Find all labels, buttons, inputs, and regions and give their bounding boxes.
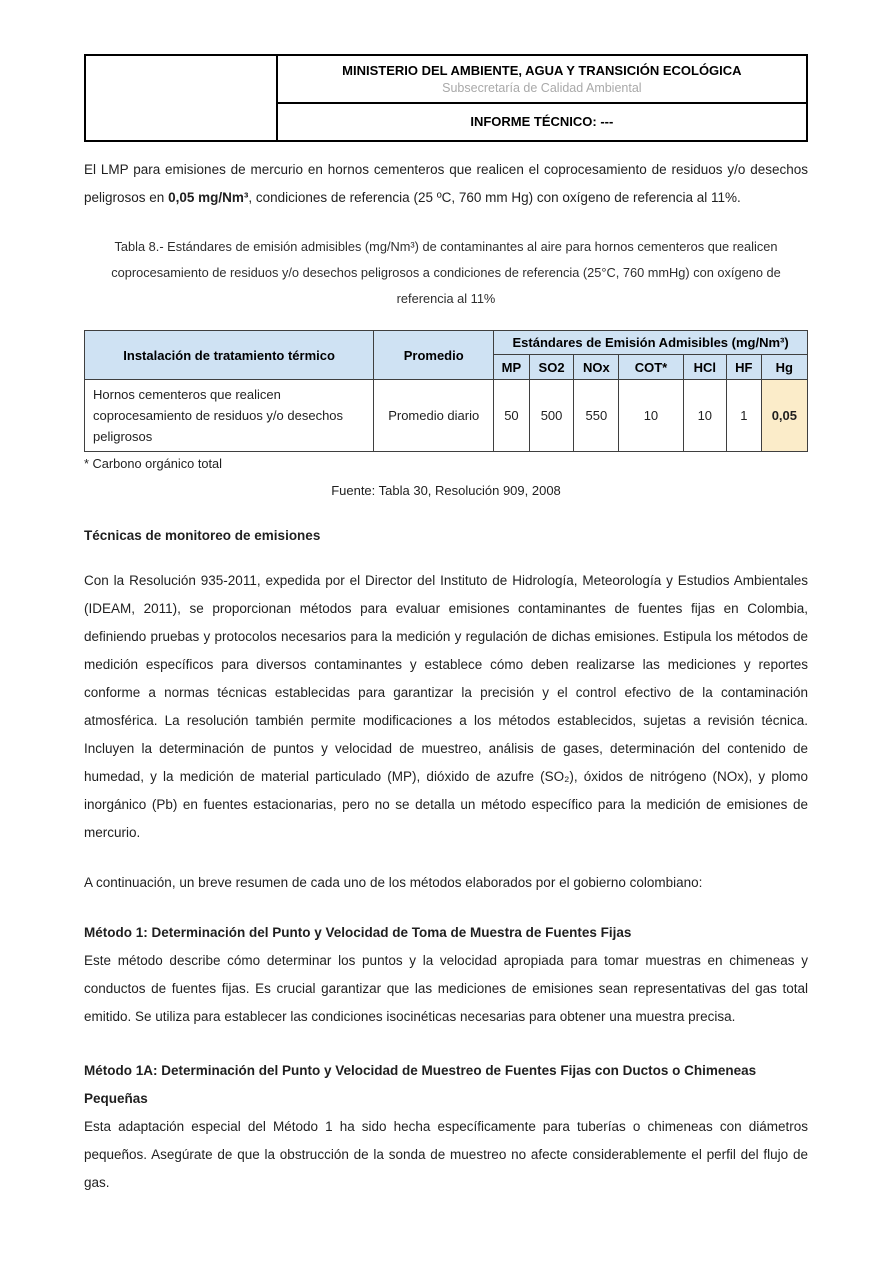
column-header-hg: Hg (761, 355, 807, 380)
column-header-cot: COT* (619, 355, 683, 380)
ministry-subtitle: Subsecretaría de Calidad Ambiental (442, 81, 642, 95)
table8-source: Fuente: Tabla 30, Resolución 909, 2008 (331, 483, 561, 498)
document-header-table (84, 54, 808, 142)
paragraph-lmp-part1: El LMP para emisiones de mercurio en hornos cementeros que realicen el coprocesamiento de residuos y/o desechos peligrosos en (84, 162, 808, 205)
cell-hg-value-highlighted: 0,05 (761, 380, 807, 452)
cell-hf-value: 1 (726, 380, 761, 452)
cell-average: Promedio diario (374, 380, 494, 452)
paragraph-method1a: Esta adaptación especial del Método 1 ha sido hecha específicamente para tuberías o chimeneas con diámetros pequeños. Asegúrate de que la obstrucción de la sonda de muestreo no afecte considerablemente el perfil del flujo de gas. (84, 1119, 808, 1190)
ministry-cell (277, 55, 807, 103)
heading-method1a: Método 1A: Determinación del Punto y Velocidad de Muestreo de Fuentes Fijas con Ductos o Chimeneas Pequeñas (84, 1063, 757, 1106)
table8-footnote: * Carbono orgánico total (84, 456, 223, 471)
logo-cell (85, 55, 277, 141)
report-title: INFORME TÉCNICO: --- (470, 114, 614, 129)
table-row (85, 380, 808, 452)
report-cell (277, 103, 807, 141)
column-group-header-standards: Estándares de Emisión Admisibles (mg/Nm³) (494, 331, 808, 355)
paragraph-lmp-part2: , condiciones de referencia (25 ºC, 760 mm Hg) con oxígeno de referencia al 11%. (248, 190, 741, 205)
paragraph-methods-intro: A continuación, un breve resumen de cada uno de los métodos elaborados por el gobierno colombiano: (84, 875, 703, 890)
table8-caption: Tabla 8.- Estándares de emisión admisibles (mg/Nm³) de contaminantes al aire para hornos cementeros que realicen coprocesamiento de residuos y/o desechos peligrosos a condiciones de referencia (25°C, 760 mmHg) con oxígeno de referencia al 11% (111, 239, 781, 306)
column-header-nox: NOx (574, 355, 619, 380)
cell-installation: Hornos cementeros que realicen coprocesamiento de residuos y/o desechos peligrosos (85, 380, 374, 452)
ministry-title: MINISTERIO DEL AMBIENTE, AGUA Y TRANSICIÓN ECOLÓGICA (342, 63, 742, 78)
column-header-so2: SO2 (529, 355, 574, 380)
column-header-average: Promedio (374, 331, 494, 380)
column-header-installation: Instalación de tratamiento térmico (85, 331, 374, 380)
paragraph-monitoring: Con la Resolución 935-2011, expedida por el Director del Instituto de Hidrología, Meteorología y Estudios Ambientales (IDEAM, 2011), se proporcionan métodos para evaluar emisiones contaminantes de fuentes fijas en Colombia, definiendo pruebas y protocolos necesarios para la medición y regulación de dichas emisiones. Estipula los métodos de medición específicos para diversos contaminantes y establece cómo deben realizarse las mediciones y reportes conforme a normas técnicas establecidas para garantizar la precisión y el control efectivo de la contaminación atmosférica. La resolución también permite modificaciones a los métodos establecidos, sujetas a revisión técnica. Incluyen la determinación de puntos y velocidad de muestreo, análisis de gases, determinación del contenido de humedad, y la medición de material particulado (MP), dióxido de azufre (SO₂), óxidos de nitrógeno (NOx), y plomo inorgánico (Pb) en fuentes estacionarias, pero no se detalla un método específico para la medición de emisiones de mercurio. (84, 573, 808, 840)
paragraph-lmp-bold-value: 0,05 mg/Nm³ (168, 190, 249, 205)
paragraph-lmp (84, 156, 808, 212)
cell-hcl-value: 10 (683, 380, 726, 452)
column-header-mp: MP (494, 355, 529, 380)
cell-nox-value: 550 (574, 380, 619, 452)
column-header-hcl: HCl (683, 355, 726, 380)
emissions-table (84, 330, 808, 452)
cell-cot-value: 10 (619, 380, 683, 452)
paragraph-method1: Este método describe cómo determinar los puntos y la velocidad apropiada para tomar muestras en chimeneas y conductos de fuentes fijas. Es crucial garantizar que las mediciones de emisiones sean representativas del gas total emitido. Se utiliza para establecer las condiciones isocinéticas necesarias para obtener una muestra precisa. (84, 953, 808, 1024)
cell-mp-value: 50 (494, 380, 529, 452)
heading-method1: Método 1: Determinación del Punto y Velocidad de Toma de Muestra de Fuentes Fijas (84, 925, 632, 940)
section-heading-monitoring: Técnicas de monitoreo de emisiones (84, 528, 321, 543)
cell-so2-value: 500 (529, 380, 574, 452)
column-header-hf: HF (726, 355, 761, 380)
